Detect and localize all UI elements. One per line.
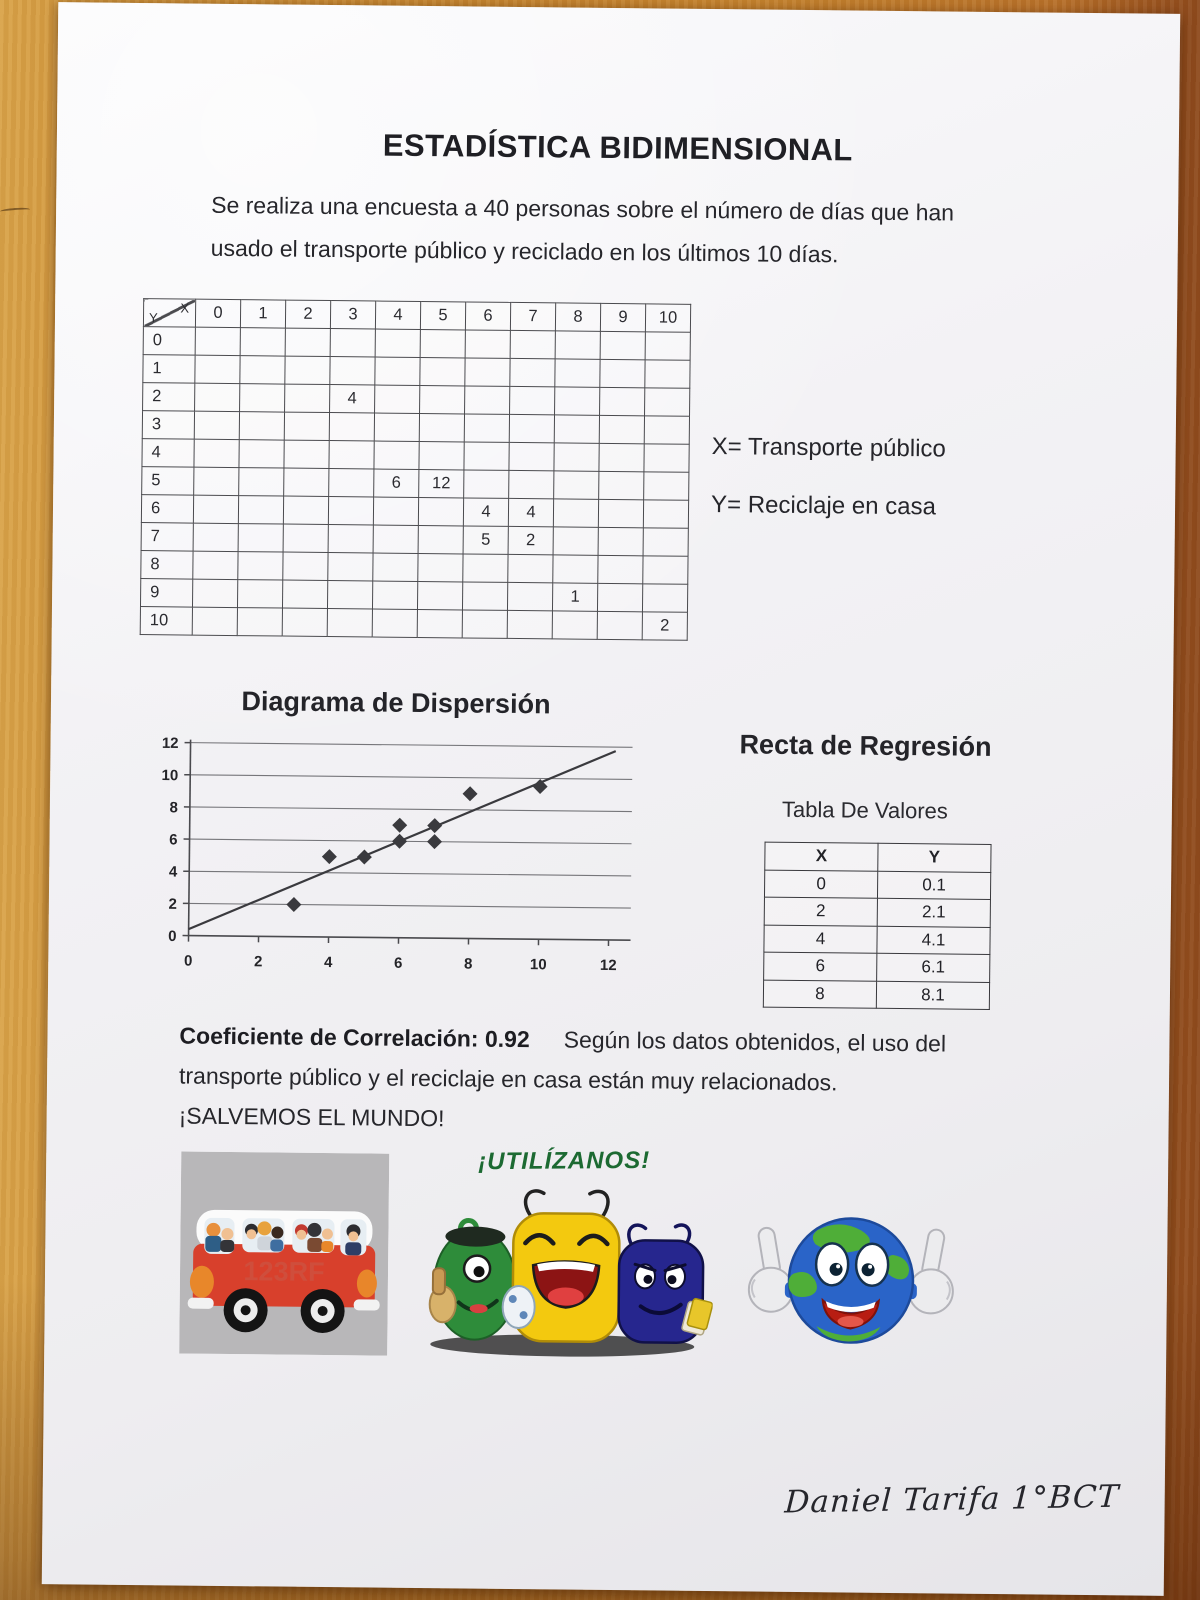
freq-cell (239, 412, 284, 440)
freq-cell (282, 580, 327, 608)
corner-y-label: Y (148, 310, 158, 326)
data-point (427, 818, 442, 833)
regression-values-table (763, 842, 992, 1010)
reg-cell: 0 (764, 870, 877, 899)
freq-cell (327, 581, 372, 609)
freq-cell (194, 439, 239, 467)
freq-cell (418, 525, 463, 553)
freq-y-header: 7 (141, 523, 193, 552)
reg-row (764, 897, 990, 927)
bus-clipart (179, 1152, 389, 1361)
freq-y-header: 9 (140, 579, 192, 608)
data-point (392, 818, 407, 833)
freq-cell (417, 609, 462, 637)
freq-cell (374, 413, 419, 441)
reg-cell: 2.1 (877, 898, 990, 927)
freq-cell (643, 500, 688, 528)
freq-cell: 2 (508, 526, 553, 554)
freq-cell (329, 469, 374, 497)
freq-cell (419, 413, 464, 441)
freq-cell (328, 525, 373, 553)
gridline (189, 871, 631, 876)
freq-cell (462, 610, 507, 638)
freq-y-header: 4 (142, 439, 194, 468)
freq-cell (509, 470, 554, 498)
reg-row (764, 870, 990, 900)
freq-cell (555, 387, 600, 415)
freq-cell (329, 413, 374, 441)
freq-cell (642, 584, 687, 612)
freq-x-header: 10 (645, 304, 690, 332)
freq-cell (283, 552, 328, 580)
correlation-text-1: Según los datos obtenidos, el uso del (563, 1026, 947, 1057)
freq-corner-cell (143, 299, 195, 328)
freq-x-header: 2 (285, 300, 330, 328)
freq-cell (330, 329, 375, 357)
freq-x-header: 8 (555, 303, 600, 331)
freq-cell (420, 357, 465, 385)
freq-cell (239, 468, 284, 496)
freq-cell (237, 608, 282, 636)
x-variable-legend: X= Transporte público (711, 433, 946, 463)
data-point (462, 786, 477, 801)
freq-y-header: 3 (142, 411, 194, 440)
freq-cell (553, 499, 598, 527)
freq-cell (238, 552, 283, 580)
correlation-coefficient: Coeficiente de Correlación: 0.92 (179, 1022, 530, 1053)
freq-cell (418, 553, 463, 581)
freq-y-header: 0 (143, 327, 195, 356)
blue-bin (618, 1224, 714, 1343)
freq-cell (240, 356, 285, 384)
freq-x-header: 6 (465, 302, 510, 330)
earth-clipart (732, 1201, 969, 1360)
gridline (190, 807, 632, 812)
freq-cell (373, 525, 418, 553)
freq-cell (330, 357, 375, 385)
recycle-bins-block (412, 1146, 714, 1364)
reg-cell: 4 (764, 925, 877, 954)
freq-cell (195, 355, 240, 383)
freq-x-header: 3 (330, 301, 375, 329)
reg-cell: 6 (764, 952, 877, 981)
bins-caption: ¡UTILÍZANOS! (478, 1146, 651, 1176)
freq-cell (464, 470, 509, 498)
freq-cell (284, 440, 329, 468)
reg-cell: 2 (764, 897, 877, 926)
y-tick-label: 4 (168, 863, 178, 881)
freq-cell: 5 (463, 526, 508, 554)
freq-cell (238, 524, 283, 552)
reg-cell: 8 (763, 980, 876, 1009)
freq-cell (645, 360, 690, 388)
freq-cell (373, 553, 418, 581)
freq-cell (193, 523, 238, 551)
freq-cell: 6 (374, 469, 419, 497)
gridline (191, 743, 633, 748)
freq-cell (510, 386, 555, 414)
freq-cell (464, 442, 509, 470)
freq-x-header: 7 (510, 302, 555, 330)
x-tick-label: 2 (254, 953, 263, 971)
freq-cell (599, 443, 644, 471)
freq-cell (420, 385, 465, 413)
freq-cell (239, 440, 284, 468)
freq-x-header: 9 (600, 303, 645, 331)
recycle-bins-illustration (412, 1176, 714, 1359)
y-tick-label: 0 (168, 927, 177, 945)
freq-cell (553, 527, 598, 555)
x-tick-label: 8 (464, 955, 473, 973)
x-tick-label: 12 (599, 956, 617, 975)
y-tick-label: 2 (168, 895, 177, 913)
gridline (190, 839, 632, 844)
y-tick-label: 6 (169, 831, 178, 849)
y-tick-label: 10 (161, 766, 179, 785)
freq-cell (282, 608, 327, 636)
data-point (427, 834, 442, 849)
freq-cell (465, 330, 510, 358)
earth-globe (788, 1218, 914, 1343)
correlation-paragraph (178, 1015, 1059, 1144)
freq-cell (644, 472, 689, 500)
freq-cell (508, 554, 553, 582)
freq-cell (283, 524, 328, 552)
freq-cell (193, 495, 238, 523)
freq-cell (600, 387, 645, 415)
freq-cell (554, 415, 599, 443)
freq-cell (284, 412, 329, 440)
reg-row (764, 925, 990, 955)
freq-cell (510, 330, 555, 358)
freq-cell (600, 331, 645, 359)
freq-cell (375, 385, 420, 413)
freq-cell (285, 356, 330, 384)
freq-y-header: 2 (143, 383, 195, 412)
y-tick-label: 8 (169, 799, 178, 817)
wood-scratch-mark (0, 207, 30, 214)
freq-y-header: 6 (141, 495, 193, 524)
bus-watermark-text: 123RF (243, 1256, 325, 1288)
freq-cell (554, 443, 599, 471)
freq-cell (509, 414, 554, 442)
x-tick-label: 0 (184, 952, 193, 970)
freq-x-header: 5 (420, 301, 465, 329)
freq-cell (284, 468, 329, 496)
worksheet-paper (42, 2, 1181, 1596)
freq-cell (465, 386, 510, 414)
bus-illustration (179, 1152, 389, 1356)
freq-cell (598, 555, 643, 583)
freq-cell: 1 (552, 583, 597, 611)
gridline (190, 775, 632, 780)
freq-cell (193, 551, 238, 579)
data-point (286, 897, 301, 912)
regression-block (680, 729, 1051, 826)
freq-cell (643, 528, 688, 556)
freq-cell (418, 497, 463, 525)
x-tick-label: 10 (529, 956, 547, 974)
intro-line-2: usado el transporte público y reciclado en los últimos 10 días. (210, 234, 839, 268)
freq-cell (462, 582, 507, 610)
freq-cell (555, 331, 600, 359)
freq-cell (599, 415, 644, 443)
x-tick-label: 6 (394, 954, 403, 972)
freq-cell (555, 359, 600, 387)
freq-cell (237, 580, 282, 608)
freq-cell (328, 553, 373, 581)
reg-row (764, 952, 990, 982)
freq-cell (192, 607, 237, 635)
freq-cell (375, 357, 420, 385)
freq-cell (599, 471, 644, 499)
freq-cell (598, 527, 643, 555)
freq-cell (285, 328, 330, 356)
x-tick-label: 4 (324, 954, 333, 972)
reg-cell: 6.1 (877, 953, 990, 982)
freq-cell (372, 609, 417, 637)
freq-cell (507, 582, 552, 610)
freq-cell (510, 358, 555, 386)
freq-row (140, 607, 687, 641)
freq-cell (465, 358, 510, 386)
freq-cell (329, 441, 374, 469)
freq-cell (419, 441, 464, 469)
freq-cell (238, 496, 283, 524)
handwritten-signature: Daniel Tarifa 1°BCT (783, 1478, 1121, 1521)
freq-cell (509, 442, 554, 470)
green-bin (429, 1220, 516, 1340)
freq-cell (240, 384, 285, 412)
freq-cell (420, 329, 465, 357)
freq-cell (194, 467, 239, 495)
freq-cell (598, 499, 643, 527)
freq-cell (285, 384, 330, 412)
freq-cell (283, 496, 328, 524)
reg-cell: 4.1 (877, 926, 990, 955)
freq-cell (553, 555, 598, 583)
y-variable-legend: Y= Reciclaje en casa (710, 491, 937, 521)
freq-cell (195, 327, 240, 355)
freq-cell: 12 (419, 469, 464, 497)
freq-cell (372, 581, 417, 609)
reg-cell: 8.1 (876, 981, 989, 1010)
values-table-subtitle: Tabla De Valores (781, 796, 948, 824)
freq-y-header: 8 (141, 551, 193, 580)
freq-cell (374, 441, 419, 469)
freq-x-header: 1 (240, 300, 285, 328)
data-point (357, 849, 372, 864)
scatter-chart-title: Diagrama de Dispersión (241, 686, 551, 720)
earth-thumbs-up-illustration (732, 1201, 969, 1355)
freq-cell: 4 (508, 498, 553, 526)
page-title: ESTADÍSTICA BIDIMENSIONAL (382, 127, 853, 168)
freq-cell (597, 583, 642, 611)
reg-header: X (765, 842, 878, 871)
freq-cell (644, 416, 689, 444)
freq-cell (194, 411, 239, 439)
reg-cell: 0.1 (877, 871, 990, 900)
reg-row (763, 980, 989, 1010)
freq-cell (192, 579, 237, 607)
freq-x-header: 0 (195, 299, 240, 327)
y-tick-label: 12 (161, 734, 179, 753)
x-axis (189, 936, 631, 941)
freq-cell (373, 497, 418, 525)
freq-cell (645, 388, 690, 416)
freq-x-header: 4 (375, 301, 420, 329)
freq-cell (327, 609, 372, 637)
freq-cell (552, 611, 597, 639)
freq-y-header: 1 (143, 355, 195, 384)
freq-cell (375, 329, 420, 357)
regression-title: Recta de Regresión (739, 729, 992, 762)
scatter-chart (146, 729, 649, 984)
freq-cell: 2 (642, 612, 687, 640)
freq-cell (464, 414, 509, 442)
freq-cell (463, 554, 508, 582)
freq-cell (417, 581, 462, 609)
freq-cell (644, 444, 689, 472)
freq-y-header: 5 (142, 467, 194, 496)
freq-y-header: 10 (140, 607, 192, 636)
reg-header: Y (878, 843, 991, 872)
intro-paragraph (211, 184, 1012, 278)
correlation-text-2: transporte público y el reciclaje en casa están muy relacionados. (178, 1062, 838, 1096)
frequency-table (140, 298, 691, 641)
freq-cell (645, 332, 690, 360)
freq-cell (195, 383, 240, 411)
freq-cell: 4 (330, 385, 375, 413)
freq-cell (600, 359, 645, 387)
freq-cell (554, 471, 599, 499)
freq-cell (643, 556, 688, 584)
freq-cell (328, 497, 373, 525)
freq-cell (240, 328, 285, 356)
intro-line-1: Se realiza una encuesta a 40 personas sobre el número de días que han (211, 191, 955, 226)
save-the-world-text: ¡SALVEMOS EL MUNDO! (178, 1102, 445, 1132)
freq-cell (597, 611, 642, 639)
corner-x-label: X (180, 300, 190, 316)
gridline (189, 903, 631, 908)
data-point (322, 849, 337, 864)
y-axis (189, 740, 191, 936)
freq-cell: 4 (463, 498, 508, 526)
freq-cell (507, 610, 552, 638)
yellow-bin (502, 1190, 620, 1342)
data-point (392, 834, 407, 849)
